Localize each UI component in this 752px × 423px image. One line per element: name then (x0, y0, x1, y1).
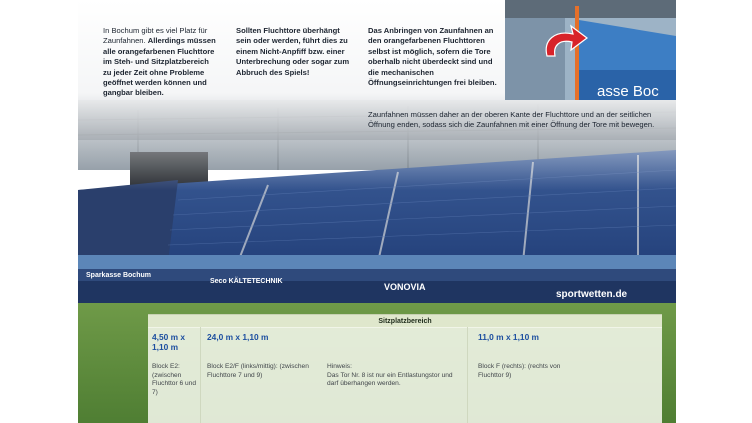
table-header: Sitzplatzbereich (148, 314, 662, 328)
note-title: Hinweis: (327, 363, 352, 370)
block-size: 24,0 m x 1,10 m (207, 332, 269, 342)
note-text: Das Tor Nr. 8 ist nur ein Entlastungstor und darf überhangen werden. (327, 371, 453, 388)
intro-col-1-plain: In Bochum gibt es viel Platz für Zaunfahnen. (103, 26, 208, 46)
inset-photo (505, 0, 676, 100)
block-description: Block F (rechts): (rechts von Fluchttor 9) (478, 363, 561, 379)
block-description: Block E2/F (links/mittig): (zwischen Fluchttore 7 und 9) (207, 363, 309, 379)
intro-col-3-plain: Zaunfahnen müssen daher an der oberen Kante der Fluchttore und an der seitlichen Öffnung enden, sodass sich die Zaunfahnen mit einer Öffnung der Tore mit bewegen. (368, 110, 655, 130)
table-cell-block-e2f (201, 327, 468, 423)
intro-col-1 (103, 26, 219, 99)
red-arrow-icon (541, 22, 589, 66)
intro-col-2: Sollten Fluchttore überhängt sein oder werden, führt dies zu einem Nicht-Anpfiff bzw. einer Unterbrechung oder sogar zum Abbruch des Spiels! (236, 26, 350, 77)
intro-col-3 (368, 26, 500, 88)
intro-col-1-bold: Allerdings müssen alle orangefarbenen Fluchttore im Steh- und Sitzplatzbereich zu jeder Zeit ohne Probleme geöffnet werden können und gangbar bleiben. (103, 36, 216, 98)
table-cell-block-f (468, 327, 662, 423)
block-description: Block E2: (zwischen Fluchttor 6 und 7) (152, 363, 196, 396)
intro-col-3-bold: Das Anbringen von Zaunfahnen an den orangefarbenen Fluchttoren selbst ist möglich, sofern die Tore oberhalb nicht überdeckt sind und die mechanischen Öffnungseinrichtungen frei bleiben. (368, 26, 497, 88)
table-cell-block-e2 (148, 327, 201, 423)
inset-banner-text: asse Boc (597, 83, 659, 100)
note (327, 363, 461, 389)
block-size: 4,50 m x 1,10 m (152, 332, 186, 352)
block-size: 11,0 m x 1,10 m (478, 332, 539, 342)
